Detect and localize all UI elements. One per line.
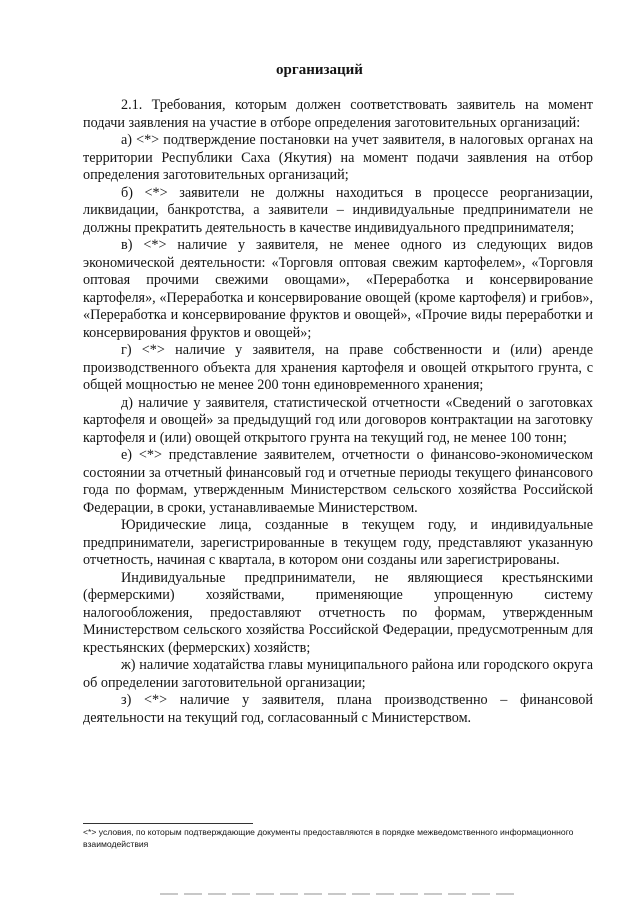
scan-artifact [160,893,520,895]
paragraph-item-g: г) <*> наличие у заявителя, на праве собственности и (или) аренде производственного объекта для хранения картофеля и овощей открытого грунта, с общей мощностью не менее 200 тонн единовременного хранения; [83,342,593,393]
paragraph-item-v: в) <*> наличие у заявителя, не менее одного из следующих видов экономической деятельности: «Торговля оптовая свежим картофелем», «Торговля оптовая прочими свежими овощами», «Переработка и консервирование картофеля», «Переработка и консервирование овощей (кроме картофеля) и грибов», «Переработка и консервирование фруктов и овощей», «Прочие виды переработки и консервирования фруктов и овощей»; [83,237,593,341]
section-heading: организаций [276,62,363,78]
paragraph-intro: 2.1. Требования, которым должен соответствовать заявитель на момент подачи заявления на участие в отборе определения заготовительных организаций: [83,97,593,131]
paragraph-item-a: а) <*> подтверждение постановки на учет заявителя, в налоговых органах на территории Республики Саха (Якутия) на момент подачи заявления на отбор определения заготовительных организаций; [83,132,593,183]
footnote: <*> условия, по которым подтверждающие документы предоставляются в порядке межведомственного информационного взаимодействия [83,827,574,849]
paragraph-item-zh: ж) наличие ходатайства главы муниципального района или городского округа об определении заготовительной организации; [83,657,593,691]
paragraph-item-b: б) <*> заявители не должны находиться в процессе реорганизации, ликвидации, банкротства, а заявители – индивидуальные предприниматели не должны прекратить деятельность в качестве индивидуального предпринимателя; [83,184,593,236]
paragraph-item-e: е) <*> представление заявителем, отчетности о финансово-экономическом состоянии за отчетный финансовый год и отчетные периоды текущего финансового года по формам, утвержденным Министерством сельского хозяйства Российской Федерации, в сроки, устанавливаемые Министерством. [83,447,593,516]
paragraph-legal-entities: Юридические лица, созданные в текущем году, и индивидуальные предприниматели, зарегистрированные в текущем году, представляют указанную отчетность, начиная с квартала, в котором они созданы или зарегистрированы. [83,517,593,568]
paragraph-item-d: д) наличие у заявителя, статистической отчетности «Сведений о заготовках картофеля и овощей» за предыдущий год или договоров контрактации на заготовку картофеля и (или) овощей открытого грунта на текущий год, не менее 100 тонн; [83,394,593,446]
paragraph-entrepreneurs: Индивидуальные предприниматели, не являющиеся крестьянскими (фермерскими) хозяйствами, применяющие упрощенную систему налогообложения, предоставляют отчетность по формам, утвержденным Министерством сельского хозяйства Российской Федерации, предусмотренным для крестьянских (фермерских) хозяйств; [83,569,593,656]
document-body [83,97,593,727]
footnote-separator [83,823,253,824]
paragraph-item-z: з) <*> наличие у заявителя, плана производственно – финансовой деятельности на текущий год, согласованный с Министерством. [83,692,593,726]
